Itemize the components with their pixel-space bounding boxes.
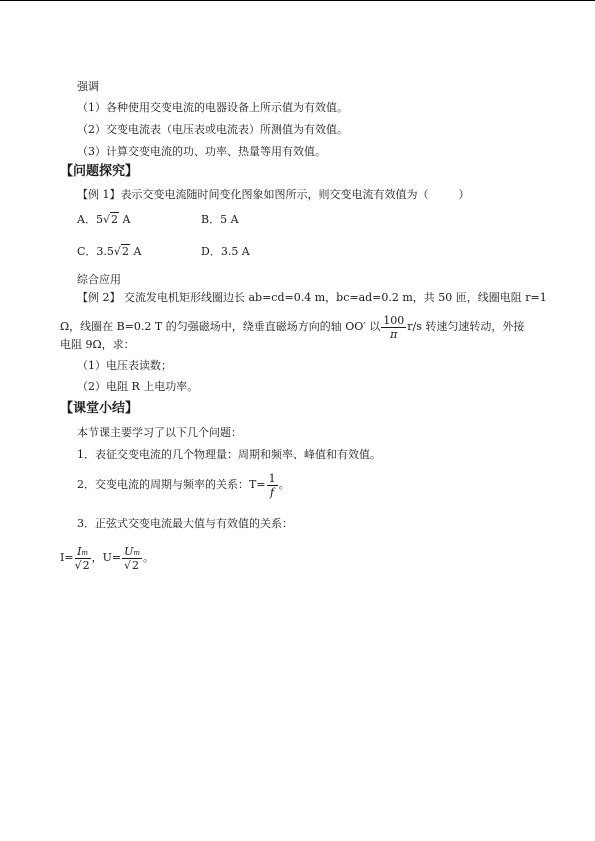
summary-point-3: 3．正弦式交变电流最大值与有效值的关系： (77, 517, 293, 530)
example2-line1: 【例 2】 交流发电机矩形线圈边长 ab=cd=0.4 m，bc=ad=0.2 m，共 50 匝，线圈电阻 r=1 (77, 291, 547, 304)
voltage-fraction: $\frac{Um}{√2}$ (124, 544, 140, 572)
sqrt-symbol: √2 (113, 245, 129, 258)
rms-formula: I= $\frac{Im}{√2}$ ，U= $\frac{Um}{√2}$ 。 (60, 544, 154, 572)
example1-text: 表示交变电流随时间变化图象如图所示，则交变电流有效值为（ (120, 188, 429, 201)
example1-line (77, 188, 470, 202)
header-rule (0, 0, 595, 1)
example2-line3: 电阻 9Ω，求： (60, 338, 135, 351)
emphasis-item-1: （1）各种使用交变电流的电器设备上所示值为有效值。 (77, 101, 348, 114)
option-c: C．3.5√2 A (77, 245, 142, 258)
example1-close: ） (458, 188, 470, 201)
emphasis-title: 强调 (77, 80, 99, 93)
example1-label: 【例 1】 (77, 188, 121, 201)
emphasis-item-3: （3）计算交变电流的功、功率、热量等用有效值。 (77, 145, 326, 158)
option-a: A．5√2 A (77, 213, 131, 226)
example2-line2: Ω，线圈在 B=0.2 T 的匀强磁场中，绕垂直磁场方向的轴 OO′ 以 $\frac{100}{\pi}$ r/s 转速匀速转动，外接 (60, 313, 525, 341)
example2-label: 【例 2】 (77, 291, 121, 304)
summary-intro: 本节课主要学习了以下几个问题： (77, 426, 242, 439)
summary-heading: 【课堂小结】 (60, 401, 139, 416)
inquiry-heading: 【问题探究】 (60, 164, 139, 179)
example2-question-1: （1）电压表读数； (77, 359, 172, 372)
application-title: 综合应用 (77, 273, 121, 286)
emphasis-item-2: （2）交变电流表（电压表或电流表）所测值为有效值。 (77, 123, 348, 136)
summary-point-1: 1．表征交变电流的几个物理量：周期和频率、峰值和有效值。 (77, 448, 381, 461)
option-b: B．5 A (201, 213, 239, 226)
period-fraction: $\frac{1}{f}$ (268, 471, 276, 499)
example2-question-2: （2）电阻 R 上电功率。 (77, 380, 199, 393)
summary-point-2: 2．交变电流的周期与频率的关系：T= $\frac{1}{f}$ 。 (77, 471, 290, 499)
option-d: D．3.5 A (201, 245, 250, 258)
sqrt-symbol: √2 (124, 558, 140, 572)
sqrt-symbol: √2 (74, 558, 90, 572)
current-fraction: $\frac{Im}{√2}$ (74, 544, 90, 572)
speed-fraction: $\frac{100}{\pi}$ (383, 313, 405, 341)
sqrt-symbol: √2 (102, 213, 118, 226)
